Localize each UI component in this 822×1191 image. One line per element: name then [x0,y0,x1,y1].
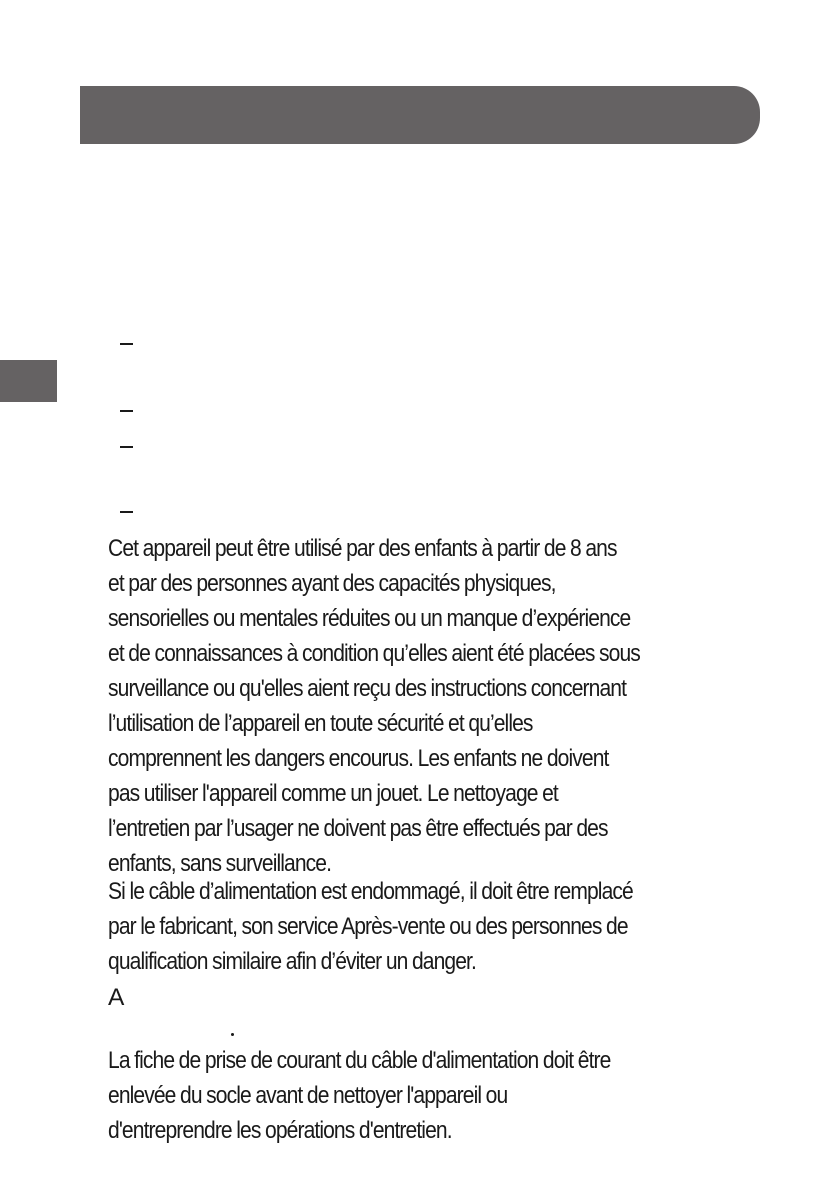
text-line: La fiche de prise de courant du câble d'alimentation doit être [108,1047,611,1074]
text-line: l’utilisation de l’appareil en toute sécurité et qu’elles [108,710,533,737]
text-line: comprennent les dangers encourus. Les enfants ne doivent [108,745,609,772]
stray-dot [231,1033,234,1036]
list-dash-marker [120,446,133,448]
lone-letter: A [108,984,125,1011]
safety-paragraph-children [108,531,762,881]
text-line: sensorielles ou mentales réduites ou un manque d’expérience [108,605,631,632]
text-line: pas utiliser l'appareil comme un jouet. Le nettoyage et [108,780,558,807]
text-line: et de connaissances à condition qu’elles aient été placées sous [108,640,640,667]
text-line: par le fabricant, son service Après-vente ou des personnes de [108,913,628,940]
text-line: d'entreprendre les opérations d'entretien. [108,1117,452,1144]
list-dash-marker [120,511,133,513]
safety-paragraph-cable [108,874,762,979]
text-line: qualification similaire afin d’éviter un danger. [108,948,476,975]
text-line: enfants, sans surveillance. [108,850,332,877]
text-line: surveillance ou qu'elles aient reçu des instructions concernant [108,675,627,702]
language-side-tab [0,360,57,402]
text-line: Si le câble d’alimentation est endommagé, il doit être remplacé [108,878,633,905]
text-line: Cet appareil peut être utilisé par des enfants à partir de 8 ans [108,535,617,562]
list-dash-marker [120,410,133,412]
list-dash-marker [120,343,133,345]
section-header-bar [80,86,760,144]
text-line: l’entretien par l’usager ne doivent pas être effectués par des [108,815,608,842]
text-line: enlevée du socle avant de nettoyer l'appareil ou [108,1082,508,1109]
safety-paragraph-plug [108,1043,762,1148]
text-line: et par des personnes ayant des capacités physiques, [108,570,556,597]
